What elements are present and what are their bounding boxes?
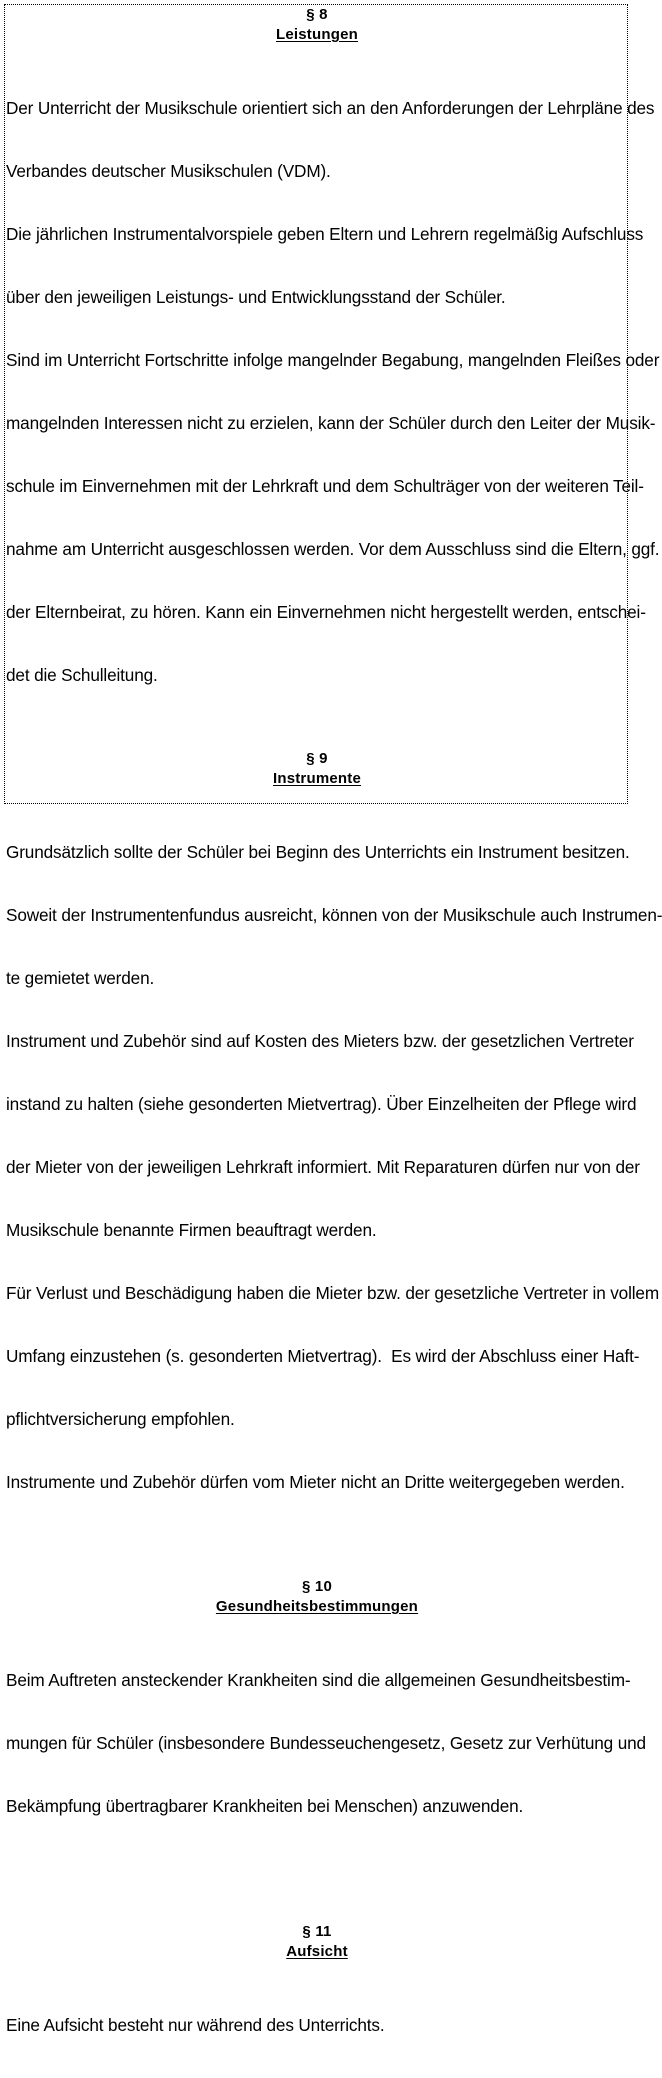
body-line: Sind im Unterricht Fortschritte infolge mangelnder Begabung, mangelnden Fleißes oder bbox=[6, 350, 660, 370]
body-line: Bekämpfung übertragbarer Krankheiten bei Menschen) anzuwenden. bbox=[6, 1796, 524, 1816]
body-line: Verbandes deutscher Musikschulen (VDM). bbox=[6, 161, 331, 181]
document-content bbox=[6, 5, 662, 2078]
body-line: mangelnden Interessen nicht zu erzielen, kann der Schüler durch den Leiter der Musik- bbox=[6, 413, 656, 433]
body-line: instand zu halten (siehe gesonderten Mietvertrag). Über Einzelheiten der Pflege wird bbox=[6, 1094, 637, 1114]
section-title-9: Instrumente bbox=[272, 770, 362, 787]
section-paragraph-9 bbox=[6, 749, 662, 1535]
body-line: Instrument und Zubehör sind auf Kosten des Mieters bzw. der gesetzlichen Vertreter bbox=[6, 1031, 634, 1051]
body-line: te gemietet werden. bbox=[6, 968, 155, 988]
spacer bbox=[6, 789, 628, 800]
section-paragraph-11 bbox=[6, 1922, 628, 2078]
body-line: Der Unterricht der Musikschule orientiert sich an den Anforderungen der Lehrpläne des bbox=[6, 98, 655, 118]
spacer bbox=[6, 728, 628, 749]
body-line: Grundsätzlich sollte der Schüler bei Beginn des Unterrichts ein Instrument besitzen. bbox=[6, 842, 630, 862]
section-paragraph-10 bbox=[6, 1577, 646, 1859]
spacer bbox=[6, 45, 628, 56]
body-line: Umfang einzustehen (s. gesonderten Mietvertrag). Es wird der Abschluss einer Haft- bbox=[6, 1346, 640, 1366]
body-line: Soweit der Instrumentenfundus ausreicht, können von der Musikschule auch Instrumen- bbox=[6, 905, 662, 925]
body-line: Beim Auftreten ansteckender Krankheiten sind die allgemeinen Gesundheitsbestim- bbox=[6, 1670, 631, 1690]
body-line: schule im Einvernehmen mit der Lehrkraft und dem Schulträger von der weiteren Teil- bbox=[6, 476, 644, 496]
section-title-10: Gesundheitsbestimmungen bbox=[215, 1598, 419, 1615]
section-body-11 bbox=[6, 1973, 628, 2078]
body-line: det die Schulleitung. bbox=[6, 665, 158, 685]
body-line: Die jährlichen Instrumentalvorspiele geben Eltern und Lehrern regelmäßig Aufschluss bbox=[6, 224, 644, 244]
body-line: mungen für Schüler (insbesondere Bundesseuchengesetz, Gesetz zur Verhütung und bbox=[6, 1733, 646, 1753]
section-body-8 bbox=[6, 56, 660, 728]
section-heading-9 bbox=[6, 749, 628, 789]
body-line: der Mieter von der jeweiligen Lehrkraft informiert. Mit Reparaturen dürfen nur von der bbox=[6, 1157, 640, 1177]
body-line: pflichtversicherung empfohlen. bbox=[6, 1409, 235, 1429]
section-heading-8 bbox=[6, 5, 628, 45]
body-line: nahme am Unterricht ausgeschlossen werden. Vor dem Ausschluss sind die Eltern, ggf. bbox=[6, 539, 660, 559]
body-line: Musikschule benannte Firmen beauftragt werden. bbox=[6, 1220, 377, 1240]
spacer bbox=[6, 1859, 628, 1922]
body-line: Instrumente und Zubehör dürfen vom Mieter nicht an Dritte weitergegeben werden. bbox=[6, 1472, 625, 1492]
body-line: Eine Aufsicht besteht nur während des Unterrichts. bbox=[6, 2015, 385, 2035]
section-number-8: § 8 bbox=[306, 6, 328, 23]
body-line: über den jeweiligen Leistungs- und Entwicklungsstand der Schüler. bbox=[6, 287, 506, 307]
section-body-10 bbox=[6, 1628, 646, 1859]
section-number-10: § 10 bbox=[302, 1578, 332, 1595]
section-body-9 bbox=[6, 800, 662, 1535]
spacer bbox=[6, 1617, 628, 1628]
section-heading-11 bbox=[6, 1922, 628, 1962]
section-number-9: § 9 bbox=[306, 750, 328, 767]
section-number-11: § 11 bbox=[302, 1923, 332, 1940]
section-title-11: Aufsicht bbox=[286, 1943, 348, 1960]
spacer bbox=[6, 1962, 628, 1973]
section-title-8: Leistungen bbox=[275, 26, 358, 43]
section-heading-10 bbox=[6, 1577, 628, 1617]
body-line: Für Verlust und Beschädigung haben die Mieter bzw. der gesetzliche Vertreter in vollem bbox=[6, 1283, 660, 1303]
section-paragraph-8 bbox=[6, 5, 660, 728]
body-line: der Elternbeirat, zu hören. Kann ein Einvernehmen nicht hergestellt werden, entschei- bbox=[6, 602, 646, 622]
spacer bbox=[6, 1535, 628, 1577]
